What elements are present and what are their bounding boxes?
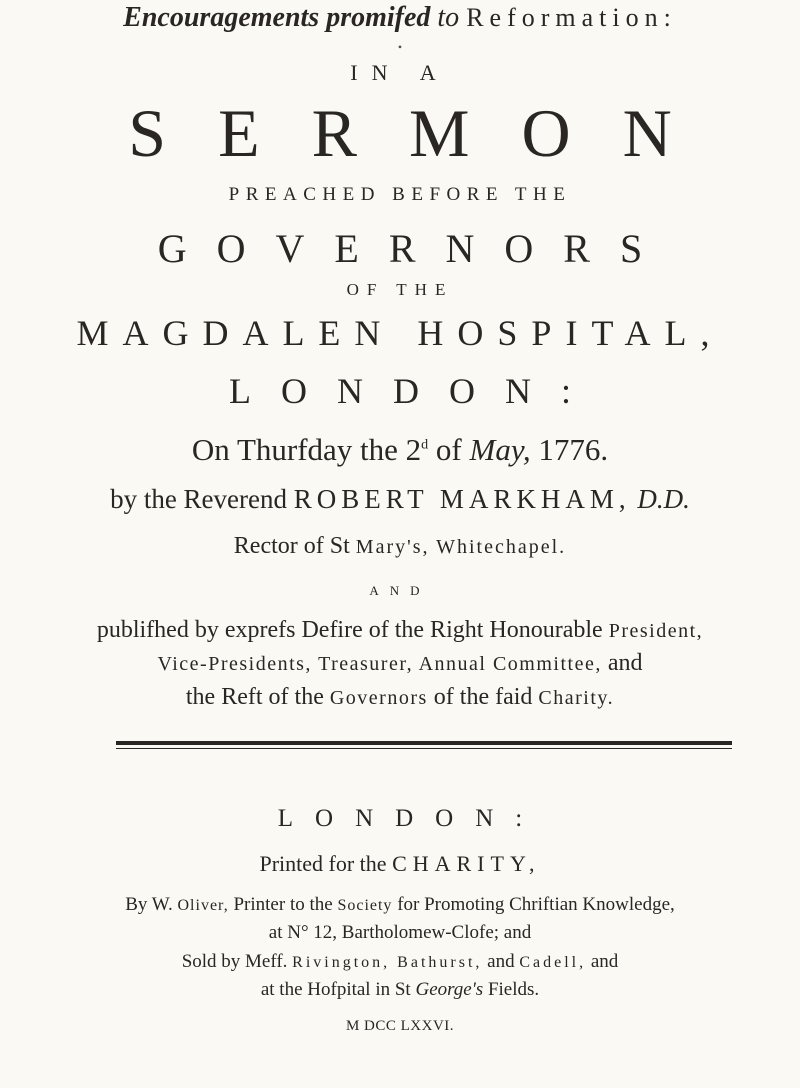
divider-rule-thin xyxy=(116,748,732,749)
running-heading xyxy=(0,2,800,34)
date-prefix: On Thurfday the 2 xyxy=(191,432,422,467)
preached-before-text: PREACHED BEFORE THE xyxy=(228,184,572,205)
rector-prefix: Rector of St xyxy=(233,533,356,559)
published-line-1 xyxy=(0,617,800,644)
printer-name: Oliver, xyxy=(177,897,229,914)
governors-title: GOVERNORS xyxy=(157,226,673,271)
london-title: LONDON: xyxy=(229,371,601,411)
author-byline xyxy=(0,484,800,515)
address-line: at N° 12, Bartholomew-Clofe; and xyxy=(268,922,532,943)
society-name: Society xyxy=(337,897,393,914)
divider-rule-thick xyxy=(116,741,732,745)
printer-to: Printer to the xyxy=(228,894,338,915)
published-mid-3: of the faid xyxy=(427,684,539,710)
published-caps-3a: Governors xyxy=(329,687,428,709)
date-of: of xyxy=(428,432,470,467)
cadell-name: Cadell, xyxy=(519,954,587,971)
published-caps-2: Vice-Presidents, Treasurer, Annual Committee, xyxy=(157,653,602,675)
hospital-prefix: at the Hofpital in St xyxy=(260,979,416,1000)
of-the-text: OF THE xyxy=(346,280,454,299)
published-text-1: publifhed by exprefs Defire of the Right Honourable xyxy=(96,617,609,643)
printed-for-text: Printed for the xyxy=(259,851,393,876)
rector-line xyxy=(0,533,800,560)
sold-by-text: Sold by Meff. xyxy=(181,951,293,972)
publication-year: M DCC LXXVI. xyxy=(345,1018,455,1034)
parish-name: Mary's, Whitechapel. xyxy=(355,536,567,558)
in-a-text: IN A xyxy=(350,60,450,85)
hospital-name: MAGDALEN HOSPITAL, xyxy=(76,313,724,353)
printed-for-line xyxy=(0,851,800,877)
date-superscript: d xyxy=(421,437,429,453)
sermon-title: SERMON xyxy=(128,95,724,171)
hospital-location-line xyxy=(0,979,800,1001)
imprint-london: LONDON: xyxy=(277,805,545,832)
sermon-date xyxy=(0,432,800,468)
sold-and: and xyxy=(482,951,520,972)
george-name: George's xyxy=(415,979,484,1000)
ornament-dot: • xyxy=(397,40,403,54)
booksellers-names: Rivington, Bathurst, xyxy=(292,954,483,971)
printer-line xyxy=(0,894,800,916)
date-year: 1776. xyxy=(530,432,609,467)
sold-and-end: and xyxy=(586,951,619,972)
heading-italic: Encouragements promifed xyxy=(123,2,431,33)
published-line-3 xyxy=(0,684,800,711)
published-caps-1: President, xyxy=(608,620,704,642)
sold-by-line xyxy=(0,951,800,973)
published-text-3: the Reft of the xyxy=(185,684,330,710)
heading-to: to xyxy=(430,2,467,33)
fields-text: Fields. xyxy=(483,979,540,1000)
published-line-2 xyxy=(0,650,800,677)
by-prefix: by the Reverend xyxy=(110,484,294,514)
published-caps-3b: Charity. xyxy=(538,687,615,709)
and-divider-text: AND xyxy=(369,583,431,598)
charity-name: CHARITY, xyxy=(392,851,541,876)
heading-caps: Reformation: xyxy=(466,3,677,32)
date-month: May, xyxy=(469,432,531,467)
printer-by: By W. xyxy=(125,894,178,915)
author-name: ROBERT MARKHAM, xyxy=(293,484,631,514)
published-and: and xyxy=(601,650,643,676)
society-rest: for Promoting Chriftian Knowledge, xyxy=(392,894,675,915)
author-degree: D.D. xyxy=(630,484,690,514)
